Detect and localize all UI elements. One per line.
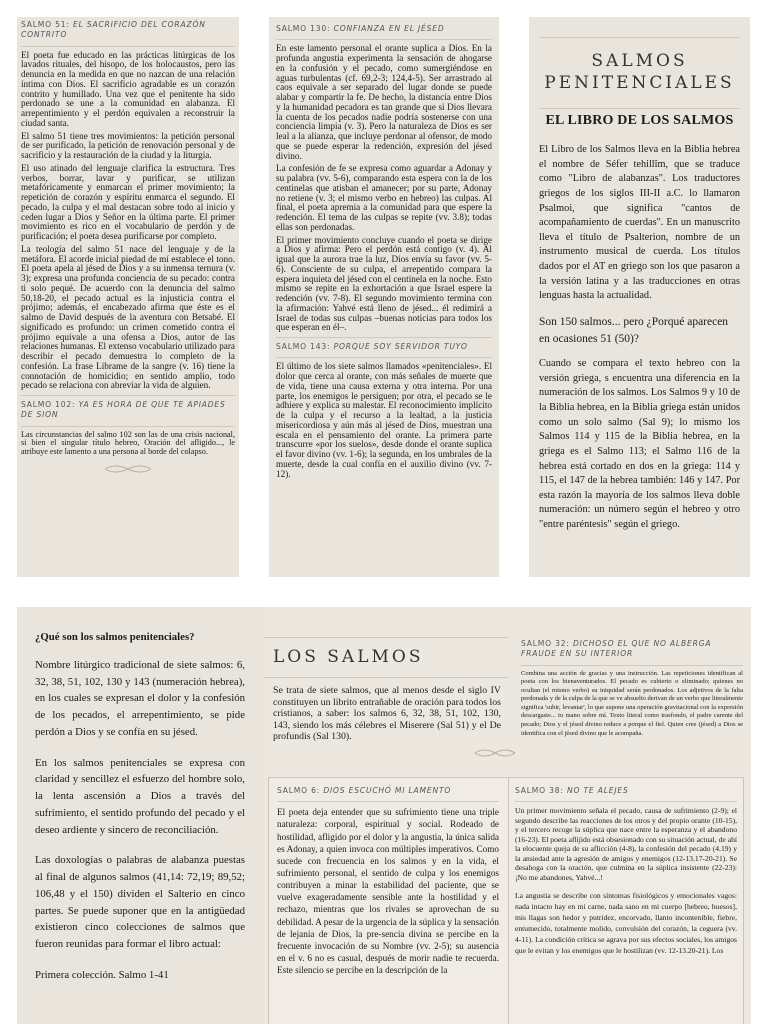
paragraph: Las doxologías o palabras de alabanza puestas al final de algunos salmos (41,14: 72,19; 89,52; 106,48 y el 150) dividen el Salterio en cinco partes. Se puede suponer que en la antigüedad existieron cinco colecciones de salmos que fueron reunidas para formar el libro actual: bbox=[35, 854, 245, 951]
section-subtitle: EL SACRIFICIO DEL CORAZÓN CONTRITO bbox=[21, 20, 206, 40]
divider bbox=[515, 801, 737, 802]
cover-subtitle: EL LIBRO DE LOS SALMOS bbox=[545, 113, 734, 129]
divider bbox=[276, 357, 492, 358]
divider bbox=[521, 665, 743, 666]
paragraph: Cuando se compara el texto hebreo con la versión griega, s encuentra una diferencia en la numeración de los salmos. Los Salmos 9 y 10 de la Biblia hebrea, en la Biblia griega están unidos como un solo salmo (Sal 9); lo mismo los Salmos 114 y 115 de la Biblia hebrea, en la griega es el Salmo 113; el Salmo 116 de la hebrea está cortado en dos en la griega: 114 y 115, el 147 de la hebrea también: 146 y 147. Por esta razón la mayoría de los salmos lleva doble numeración: un número según el hebreo y otro "entre paréntesis" según el griego. bbox=[539, 358, 740, 530]
divider bbox=[539, 108, 740, 109]
paragraph: El Libro de los Salmos lleva en la Biblia hebrea el nombre de Séfer tehillîm, que se traduce como "Libro de alabanzas". Los traductores griegos de los siglos III-II a.C. lo llamaron Psalmoi, que significa "cantos de acompañamiento de cuerdas". En un manuscrito lleva el título de Psalterion, nombre de un instrumento musical de cuerda. Los títulos dados por el AT en griego son los que pasaron a la versión latina y a las traducciones en otras lenguas hasta la actualidad. bbox=[539, 144, 740, 302]
section-title: SALMO 6: bbox=[277, 786, 321, 795]
cover-title bbox=[539, 50, 740, 94]
los-salmos-title: LOS SALMOS bbox=[273, 647, 424, 667]
section-subtitle: NO TE ALEJES bbox=[566, 786, 629, 795]
section-subtitle: CONFIANZA EN EL JÉSED bbox=[333, 24, 445, 33]
paragraph: La confesión de fe se expresa como aguardar a Adonay y su palabra (vv. 5-6), comparando esta espera con la de los centinelas que atisban el amanecer; por su parte, Adonay no retiene (v. 3; el mismo verbo en hebreo) las culpas. Al final, el poeta apremia a la comunidad para que espere la redención. El tema de las culpas se repite (vv. 3.8); todas ellas son perdonadas. bbox=[276, 163, 492, 232]
section-subtitle: YA ES HORA DE QUE TE APIADES DE SION bbox=[21, 400, 226, 420]
section-subtitle: PORQUE SOY SERVIDOR TUYO bbox=[333, 342, 468, 351]
divider bbox=[539, 37, 740, 38]
section-header-salmo-32 bbox=[521, 639, 743, 660]
paragraph: Un primer movimiento señala el pecado, causa de sufrimiento (2-9); el segundo describe las reacciones de los otros y del propio orante (10-15), y el tercero recoge la súplica que nace entre la esperanza y el abandono (16-23). El poeta aflijido está obsesionado con su situación actual, de ahí la elocuente queja de su aflicción (4-8), la confesión del pecado (4.19) y la ansiedad ante la agresión de amigos y enemigos (12-13.17-20-21). Se desahoga con la oración, que culmina en la súplica insistente (22-23): ¡No me abandones, Yahvé...! bbox=[515, 806, 737, 882]
paragraph: El uso atinado del lenguaje clarifica la estructura. Tres verbos, borrar, lavar y purificar, se utilizan metafóricamente y enmarcan el primer movimiento; la repetición de corazón y espíritu enmarca el segundo. El pecado, la culpa y el mal destacan sobre todo al inicio y ceden lugar a Dios y Señor en la última parte. El primer movimiento es rico en el vocabulario de perdón y de purificación; el poeta desea purificarse por completo. bbox=[21, 162, 235, 241]
paragraph: El salmo 51 tiene tres movimientos: la petición personal de ser purificado, la petición de renovación personal y de sacrificio y la restauración de la ciudad y la liturgia. bbox=[21, 130, 235, 160]
section-title: SALMO 143: bbox=[276, 342, 331, 351]
cover-title-line: SALMOS bbox=[591, 51, 688, 71]
intro-question: ¿Qué son los salmos penitenciales? bbox=[35, 631, 195, 643]
paragraph: La teología del salmo 51 nace del lenguaje y de la metáfora. El acorde inicial piedad de mí establece el tono. El poeta apela al jésed de Dios y a su inmensa ternura (v. 3); expresa una profunda conciencia de su pecado: contra ti solo pequé. De acuerdo con la denuncia del salmo 50,18-20, el pecado actual es la injusticia contra el prójimo; además, el encabezado afirma que éste es el salmo de David después de la aventura con Betsabé. El significado es profundo: un crimen cometido contra el prójimo equivale a una ofensa a Dios, autor de las relaciones humanas. El extenso vocabulario utilizado para describir el pecado demuestra lo completo de la confesión. La frase Líbrame de la sangre (v. 16) tiene la connotación de homicidio; en sentido amplio, todo pecado se relaciona con abreviar la vida de alguien. bbox=[21, 243, 235, 391]
section-header-salmo-38 bbox=[515, 786, 737, 796]
paragraph: Primera colección. Salmo 1-41 bbox=[35, 968, 169, 981]
divider bbox=[277, 801, 499, 802]
section-salmo-38 bbox=[515, 786, 737, 959]
divider bbox=[263, 677, 508, 678]
paragraph: Nombre litúrgico tradicional de siete salmos: 6, 32, 38, 51, 102, 130 y 143 (numeración hebrea), en los cuales se expresan el dolor y la confesión de los pecados, el arrepentimiento, se pide perdón a Dios y se confía en su jésed. bbox=[35, 659, 245, 738]
divider bbox=[508, 778, 509, 1024]
section-header-salmo-51 bbox=[21, 20, 235, 41]
salmo-6-38-box bbox=[268, 777, 744, 1024]
paragraph: El poeta fue educado en las prácticas litúrgicas de los lavados rituales, del hisopo, de los holocaustos, pero las denuncia en la medida en que no nazcan de una relación íntima con Dios. El sacrificio agradable es un corazón contrito y humillado. Una vez que el penitente ha sido perdonado se une a la comunidad en alabanza. El arrepentimiento y el perdón equivalen a reconstruir la ciudad santa. bbox=[21, 49, 235, 128]
flourish-ornament-icon bbox=[103, 463, 153, 475]
section-header-salmo-102 bbox=[21, 400, 235, 421]
divider bbox=[276, 39, 492, 40]
right-area bbox=[263, 607, 751, 1024]
section-salmo-6 bbox=[277, 786, 499, 979]
los-salmos-text: Se trata de siete salmos, que al menos desde el siglo IV constituyen un librito entrañable de oración para todos los cristianos, a saber: los salmos 6, 32, 38, 51, 102, 130, 143, siendo los más célebres el Miserere (Sal 51) y el De profundis (Sal 130). bbox=[273, 685, 501, 743]
paragraph: En los salmos penitenciales se expresa con claridad y sencillez el esfuerzo del hombre solo, la lenta ascensión a Dios a través del sufrimiento, el sentido profundo del pecado y el deseo ardiente y sincero de reconciliación. bbox=[35, 756, 245, 836]
section-title: SALMO 32: bbox=[521, 639, 570, 648]
section-header-salmo-143 bbox=[276, 342, 492, 352]
divider bbox=[276, 337, 492, 338]
divider bbox=[263, 637, 508, 638]
paragraph: El último de los siete salmos llamados «penitenciales». El dolor que cerca al orante, con más señales de muerte que de vida, tiene una causa externa y otra interna. Por una parte, los enemigos le persiguen; por otra, el pecado se le adhiere y explica su malestar. El reconocimiento implícito de la culpa y el recurso a la lealtad, a la justicia misericordiosa y aún más al jésed de Dios, muestran una escala en el pensamiento del orante. La primera parte transcurre «por los suelos», desde donde el orante suplica el favor divino (vv. 1-6); la segunda, en los umbrales de la muerte, desde la cual confía en el auxilio divino (vv. 7-12). bbox=[276, 361, 492, 479]
section-title: SALMO 38: bbox=[515, 786, 564, 795]
paragraph: En este lamento personal el orante suplica a Dios. En la profunda angustia experimenta la sensación de ahogarse en la confusión y el pecado, como sumergiéndose en aguas turbulentas (cf. 69,2-3; 124,4-5). Ser arrastrado al caos equivale a ser separado del lugar donde se puede alabar y compartir la fe. De hecho, la distancia entre Dios y la humanidad pecadora es tan grande que si Dios llevara la cuenta de los pecados nadie podría sostenerse con una conciencia limpia (v. 3). Pero la naturaleza de Dios es ser leal a la alianza, que incluye perdonar al ofensor, de modo que se puede esperar la redención, expresión del jésed divino. bbox=[276, 43, 492, 161]
divider bbox=[21, 426, 235, 427]
section-subtitle: DICHOSO EL QUE NO ALBERGA FRAUDE EN SU INTERIOR bbox=[521, 639, 712, 659]
section-subtitle: DIOS ESCUCHÓ MI LAMENTO bbox=[323, 786, 452, 795]
cover-title-line: PENITENCIALES bbox=[544, 73, 735, 94]
paragraph: El primer movimiento concluye cuando el poeta se dirige a Dios y afirma: Pero el perdón está contigo (v. 4). Al igual que la aurora trae la luz, Dios envía su favor (vv. 5-6). Consciente de su culpa, el arrepentido compara la espera inquieta del jésed con el centinela en la noche. Esto mismo se repite en la exhortación a que Israel espere la redención (vv. 7-8). El segundo movimiento termina con la afirmación: Yahvé está lleno de jésed... él redimirá a Israel de todas sus culpas –buenas noticias para todos los que esperan en él–. bbox=[276, 234, 492, 333]
section-title: SALMO 51: bbox=[21, 20, 70, 29]
section-header-salmo-6 bbox=[277, 786, 499, 796]
section-salmo-32 bbox=[521, 639, 743, 741]
panel-bottom-spread bbox=[17, 607, 751, 1024]
divider bbox=[21, 46, 235, 47]
section-title: SALMO 130: bbox=[276, 24, 331, 33]
intro-column bbox=[17, 607, 263, 1024]
panel-salmos-penitenciales-cover bbox=[529, 17, 750, 577]
panel-salmo-130-143 bbox=[269, 17, 499, 577]
paragraph: La angustia se describe con síntomas fisiológicos y emocionales vagos: nada intacto hay en mi carne, nada sano en mi cuerpo [hebreo, huesos], mis llagas son hedor y putridez, encorvado, llanto incontenible, fiebre, entumecido, totalmente molido, convulsión del corazón, la ceguera (vv. 4-11). La condición crítica se agrava por sus efectos sociales, los amigos que le evitan y los enemigos que le hostilizan (vv. 12-13.20-21). Los bbox=[515, 891, 737, 956]
panel-salmo-51 bbox=[17, 17, 239, 577]
question: Son 150 salmos... pero ¿Porqué aparecen en ocasiones 51 (50)? bbox=[539, 315, 729, 345]
section-title: SALMO 102: bbox=[21, 400, 76, 409]
paragraph: Las circunstancias del salmo 102 son las de una crisis nacional, si bien el singular título hebreo, Oración del afligido..., le atribuye este lamento a una persona al borde del colapso. bbox=[21, 429, 235, 456]
divider bbox=[21, 395, 235, 396]
paragraph: El poeta deja entender que su sufrimiento tiene una triple naturaleza: corporal, espiritual y social. Rodeado de hostilidad, afligido por el dolor y la angustia, la única salida es Adonay, a quien invoca con múltiples imperativos. Como sucede con frecuencia en los salmos y en la vida, el sufrimiento personal, el sentido de culpa y los enemigos contribuyen a minar la estabilidad del paciente, que se vuelve exageradamente sensible ante la hostilidad y el rechazo, mientras que los rivales se aprovechan de su debilidad. A pesar de la urgencia de la súplica y la sensación de lejanía de Dios, la pre-sencia divina se percibe en la frecuente invocación de su Nombre (vv. 2-5); su ausencia en el v. 6 no es casual, después de morir nadie te recuerda. Este silencio se percibe en la descripción de la bbox=[277, 807, 499, 976]
section-header-salmo-130 bbox=[276, 24, 492, 34]
flourish-ornament-icon bbox=[473, 747, 517, 759]
paragraph: Combina una acción de gracias y una instrucción. Las repeticiones identifican al poeta con los bienaventurados. El pecado es cubierto o eliminado; quienes no ocultan (el mismo verbo) su iniquidad serán perdonados. Los adjetivos de la falta perdonada y de la culpa de la que se ve absuelto derivan de un verbo que literalmente significa 'subir, levantar', lo que supone una operación gravitacional con la expresión descargaste... tu mano sobre mí. Texto literal como trasfondo, el padre carente del pecado; Dios y el jésed divino reduce a porque el fiel. Quien cree (jésed) a Dios se identifica con el jésed divino que le acompaña. bbox=[521, 669, 743, 737]
